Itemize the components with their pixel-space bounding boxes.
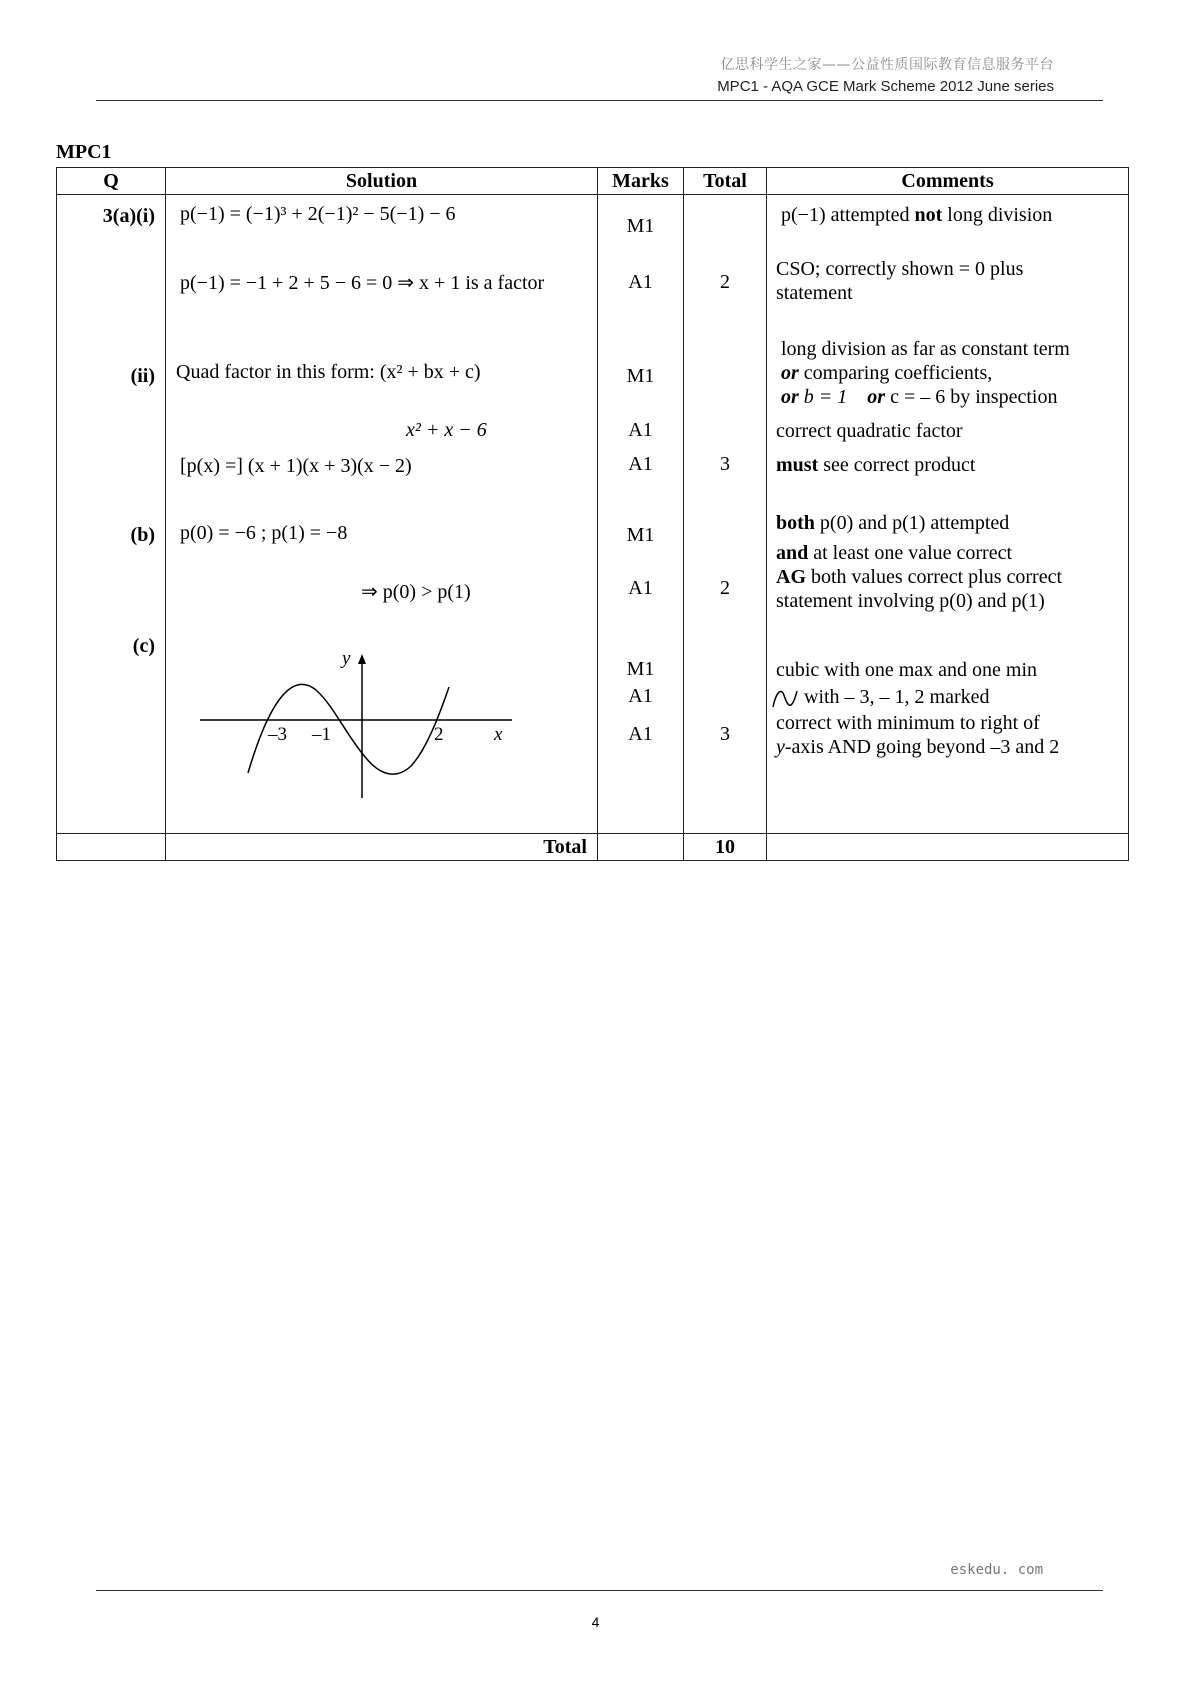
total-cell [684,195,767,834]
question-3aii: (ii) [130,365,155,387]
comment-ai-1-end: long division [947,204,1053,226]
q-cell [57,195,166,834]
mark-aii-3: A1 [628,453,653,475]
col-header-comments: Comments [767,168,1129,195]
graph-label-two: 2 [434,724,444,745]
comment-c-1: cubic with one max and one min [776,659,1038,681]
comment-b-2-text: at least one value correct [813,542,1013,564]
col-header-marks: Marks [598,168,684,195]
graph-label-neg3: –3 [268,724,287,745]
mark-ai-1: M1 [626,215,655,237]
comment-ai-1-bold: not [914,204,943,226]
comment-aii-3-b: b = 1 [803,386,848,408]
comments-cell [767,195,1129,834]
solution-ai-line2: p(−1) = −1 + 2 + 5 − 6 = 0 ⇒ x + 1 is a factor [180,272,545,294]
mark-ai-2: A1 [628,271,653,293]
comment-b-2 [776,541,1012,566]
comment-aii-5-text: see correct product [823,454,976,476]
total-row [57,834,1129,861]
mark-scheme-table [56,167,1129,861]
marks-cell [598,195,684,834]
comment-ai-2: CSO; correctly shown = 0 plus [776,258,1024,280]
solution-aii-line2: x² + x − 6 [406,419,487,441]
total-row-comments [767,834,1129,861]
solution-b-line1: p(0) = −6 ; p(1) = −8 [180,522,348,544]
comment-aii-2-or: or [781,362,799,384]
comment-c-2-text: with – 3, – 1, 2 marked [804,686,990,708]
mark-c-3: A1 [628,723,653,745]
total-row-q [57,834,166,861]
header-chinese-line: 亿思科学生之家——公益性质国际教育信息服务平台 [720,57,1054,73]
table-header-row [57,168,1129,195]
footer-rule [96,1590,1103,1591]
header-title: MPC1 - AQA GCE Mark Scheme 2012 June series [717,78,1054,95]
total-c: 3 [720,723,730,745]
graph-label-y: y [342,650,351,669]
comment-c-2 [771,685,990,710]
comment-ai-1 [781,203,1052,228]
question-3c: (c) [132,635,155,657]
cubic-sketch [196,650,526,810]
col-header-solution: Solution [166,168,598,195]
table-body-row [57,195,1129,834]
mark-b-2: A1 [628,577,653,599]
comment-b-3-ag: AG [776,566,806,588]
mark-aii-2: A1 [628,419,653,441]
comment-b-2-and: and [776,542,809,564]
comment-b-1 [776,511,1009,536]
comment-b-1-both: both [776,512,815,534]
graph-label-x: x [494,724,503,745]
total-row-label: Total [166,834,598,861]
comment-c-3: correct with minimum to right of [776,712,1040,734]
total-b: 2 [720,577,730,599]
comment-aii-3-or2: or [867,386,886,408]
cubic-shape-icon [771,687,799,709]
comment-c-4-y: y [776,736,785,758]
header-rule [96,100,1103,101]
comment-b-4: statement involving p(0) and p(1) [776,590,1045,612]
comment-aii-2-text: comparing coefficients, [803,362,993,384]
total-row-marks [598,834,684,861]
total-row-value: 10 [684,834,767,861]
question-3ai: 3(a)(i) [102,205,155,227]
comment-ai-1-text: p(−1) attempted [781,204,910,226]
comment-aii-5 [776,453,975,478]
total-ai: 2 [720,271,730,293]
comment-aii-1: long division as far as constant term [781,338,1070,360]
comment-ai-3: statement [776,282,853,304]
page-number: 4 [591,1614,600,1630]
solution-cell [166,195,598,834]
comment-b-3 [776,565,1062,590]
mark-aii-1: M1 [626,365,655,387]
comment-c-4-text: -axis AND going beyond –3 and 2 [784,736,1060,758]
comment-c-4 [776,735,1059,760]
comment-aii-3-or: or [781,386,799,408]
comment-aii-5-must: must [776,454,819,476]
total-aii: 3 [720,453,730,475]
solution-ai-line1: p(−1) = (−1)³ + 2(−1)² − 5(−1) − 6 [180,203,456,225]
graph-label-neg1: –1 [312,724,331,745]
footer-site: eskedu. com [950,1562,1043,1578]
section-title: MPC1 [56,141,112,163]
mark-c-1: M1 [626,658,655,680]
question-3b: (b) [130,524,155,546]
mark-b-1: M1 [626,524,655,546]
solution-aii-line1: Quad factor in this form: (x² + bx + c) [176,361,481,383]
comment-aii-3 [781,385,1057,410]
mark-c-2: A1 [628,685,653,707]
solution-b-line2: ⇒ p(0) > p(1) [361,581,471,603]
col-header-q: Q [57,168,166,195]
comment-aii-3-end: c = – 6 by inspection [890,386,1058,408]
comment-aii-4: correct quadratic factor [776,420,963,442]
comment-b-3-text: both values correct plus correct [811,566,1063,588]
comment-aii-2 [781,361,992,386]
solution-aii-line3: [p(x) =] (x + 1)(x + 3)(x − 2) [180,455,412,477]
y-axis-arrow-icon [358,654,366,664]
comment-b-1-text: p(0) and p(1) attempted [819,512,1010,534]
col-header-total: Total [684,168,767,195]
